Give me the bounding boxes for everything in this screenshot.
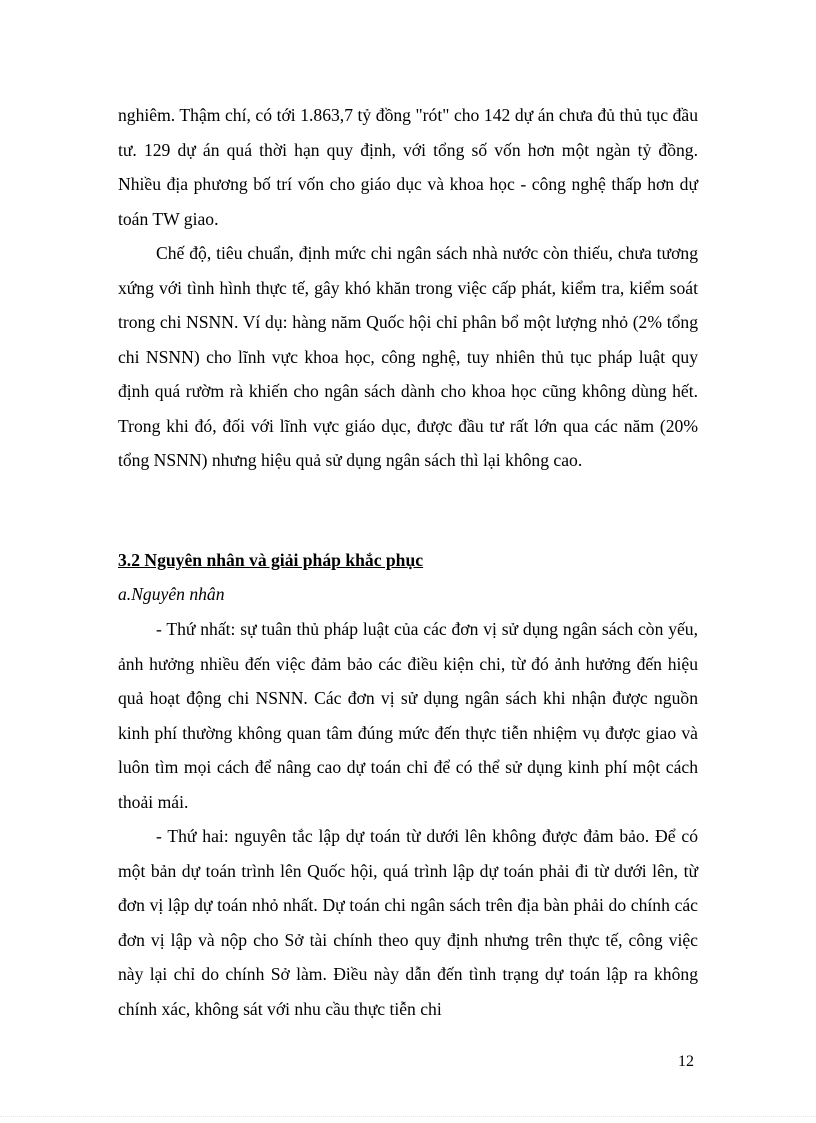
body-section-top (118, 98, 698, 478)
paragraph-spending-norms: Chế độ, tiêu chuẩn, định mức chi ngân sách nhà nước còn thiếu, chưa tương xứng với tình hình thực tế, gây khó khăn trong việc cấp phát, kiểm tra, kiểm soát trong chi NSNN. Ví dụ: hàng năm Quốc hội chỉ phân bổ một lượng nhỏ (2% tổng chi NSNN) cho lĩnh vực khoa học, công nghệ, tuy nhiên thủ tục pháp luật quy định quá rườm rà khiến cho ngân sách dành cho khoa học cũng không dùng hết. Trong khi đó, đối với lĩnh vực giáo dục, được đầu tư rất lớn qua các năm (20% tổng NSNN) nhưng hiệu quả sử dụng ngân sách thì lại không cao. (118, 243, 698, 470)
paragraph-continued: nghiêm. Thậm chí, có tới 1.863,7 tỷ đồng "rót" cho 142 dự án chưa đủ thủ tục đầu tư. 129 dự án quá thời hạn quy định, với tổng số vốn hơn một ngàn tỷ đồng. Nhiều địa phương bố trí vốn cho giáo dục và khoa học - công nghệ thấp hơn dự toán TW giao. (118, 105, 698, 229)
subsection-heading: a.Nguyên nhân (118, 584, 225, 604)
body-section-bottom (118, 612, 698, 1026)
paragraph-reason-first: - Thứ nhất: sự tuân thủ pháp luật của các đơn vị sử dụng ngân sách còn yếu, ảnh hưởng nhiều đến việc đảm bảo các điều kiện chi, từ đó ảnh hưởng đến hiệu quả hoạt động chi NSNN. Các đơn vị sử dụng ngân sách khi nhận được nguồn kinh phí thường không quan tâm đúng mức đến thực tiễn nhiệm vụ được giao và luôn tìm mọi cách để nâng cao dự toán chỉ để có thể sử dụng kinh phí một cách thoải mái. (118, 619, 698, 812)
section-heading: 3.2 Nguyên nhân và giải pháp khắc phục (118, 550, 424, 570)
page-number: 12 (678, 1053, 694, 1070)
page-bottom-divider (0, 1116, 816, 1117)
paragraph-reason-second: - Thứ hai: nguyên tắc lập dự toán từ dưới lên không được đảm bảo. Để có một bản dự toán trình lên Quốc hội, quá trình lập dự toán phải đi từ dưới lên, từ đơn vị lập dự toán nhỏ nhất. Dự toán chi ngân sách trên địa bàn phải do chính các đơn vị lập và nộp cho Sở tài chính theo quy định nhưng trên thực tế, công việc này lại chỉ do chính Sở làm. Điều này dẫn đến tình trạng dự toán lập ra không chính xác, không sát với nhu cầu thực tiễn chi (118, 826, 698, 1019)
